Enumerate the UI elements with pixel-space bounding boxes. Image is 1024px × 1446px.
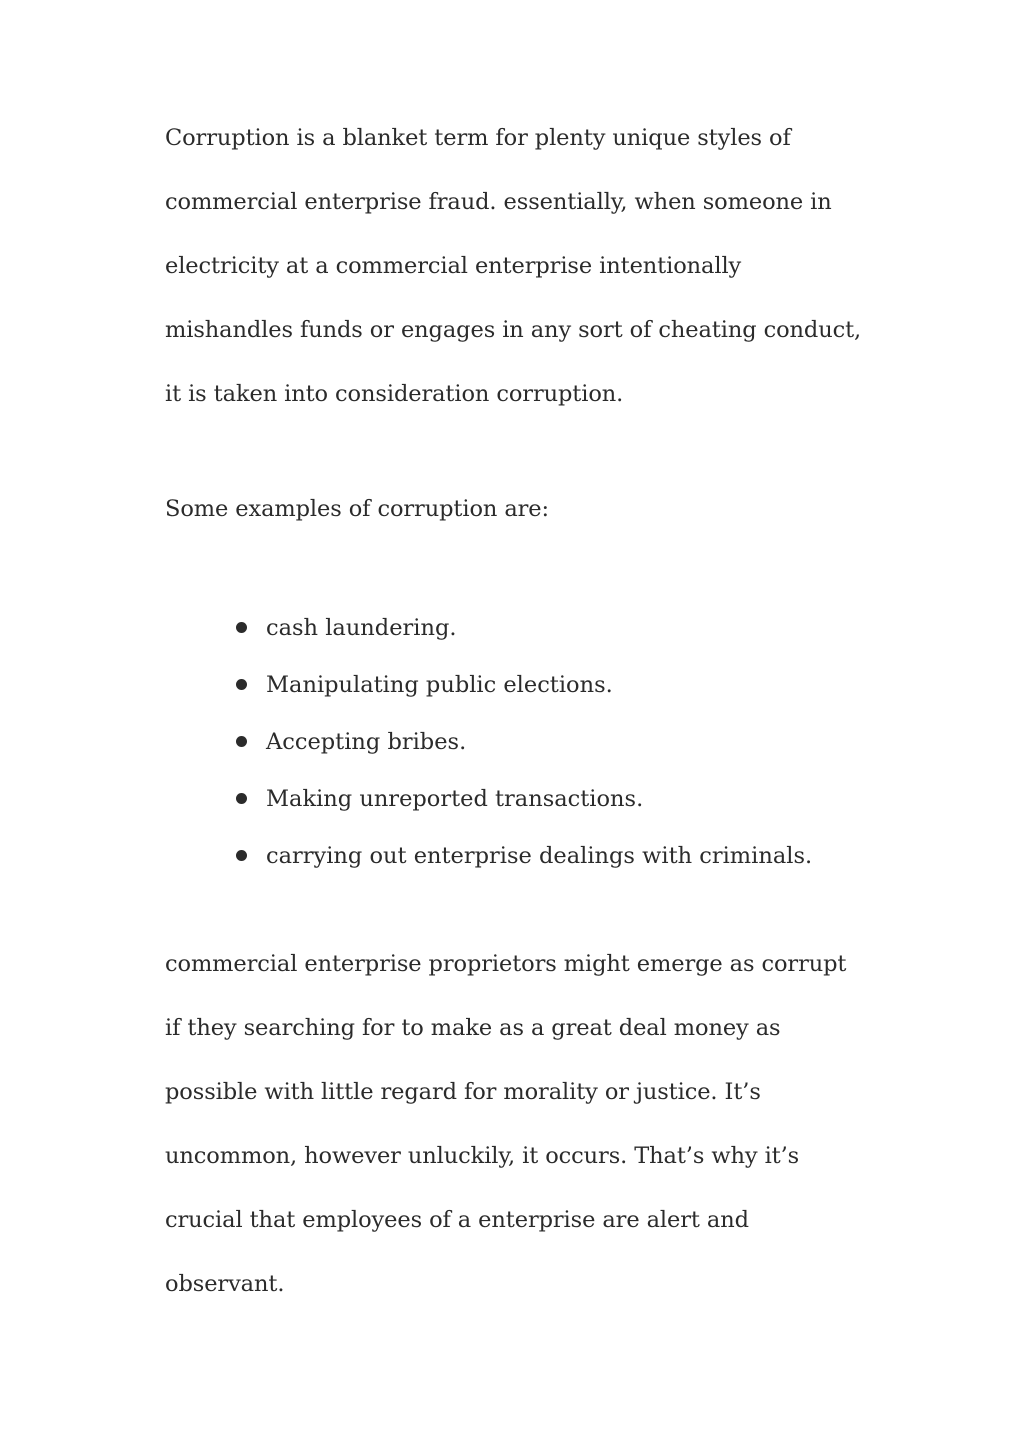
bullet-icon <box>236 793 247 804</box>
text-line: Some examples of corruption are: <box>165 496 550 522</box>
paragraph-business-owners <box>165 932 865 1316</box>
list-item <box>236 828 812 885</box>
text-line: uncommon, however unluckily, it occurs. That’s why it’s <box>165 1143 800 1169</box>
list-item <box>236 600 812 657</box>
text-line: crucial that employees of a enterprise are alert and <box>165 1207 749 1233</box>
text-line: commercial enterprise proprietors might emerge as corrupt <box>165 951 847 977</box>
paragraph-corruption-definition <box>165 106 865 426</box>
text-line: commercial enterprise fraud. essentially, when someone in <box>165 189 832 215</box>
text-line: possible with little regard for morality or justice. It’s <box>165 1079 761 1105</box>
text-line: Corruption is a blanket term for plenty unique styles of <box>165 125 791 151</box>
list-item-text: carrying out enterprise dealings with criminals. <box>266 843 813 869</box>
list-item-text: Making unreported transactions. <box>266 786 644 812</box>
text-line: mishandles funds or engages in any sort of cheating conduct, <box>165 317 862 343</box>
list-item-text: cash laundering. <box>266 615 457 641</box>
list-item-text: Accepting bribes. <box>266 729 467 755</box>
bullet-icon <box>236 736 247 747</box>
bullet-icon <box>236 622 247 633</box>
text-line: observant. <box>165 1271 285 1297</box>
list-item <box>236 657 812 714</box>
text-line: if they searching for to make as a great deal money as <box>165 1015 781 1041</box>
bullet-icon <box>236 850 247 861</box>
paragraph-examples-intro <box>165 477 865 541</box>
list-item <box>236 714 812 771</box>
text-line: electricity at a commercial enterprise intentionally <box>165 253 742 279</box>
examples-bullet-list <box>236 600 812 885</box>
list-item-text: Manipulating public elections. <box>266 672 613 698</box>
text-line: it is taken into consideration corruption. <box>165 381 624 407</box>
list-item <box>236 771 812 828</box>
bullet-icon <box>236 679 247 690</box>
